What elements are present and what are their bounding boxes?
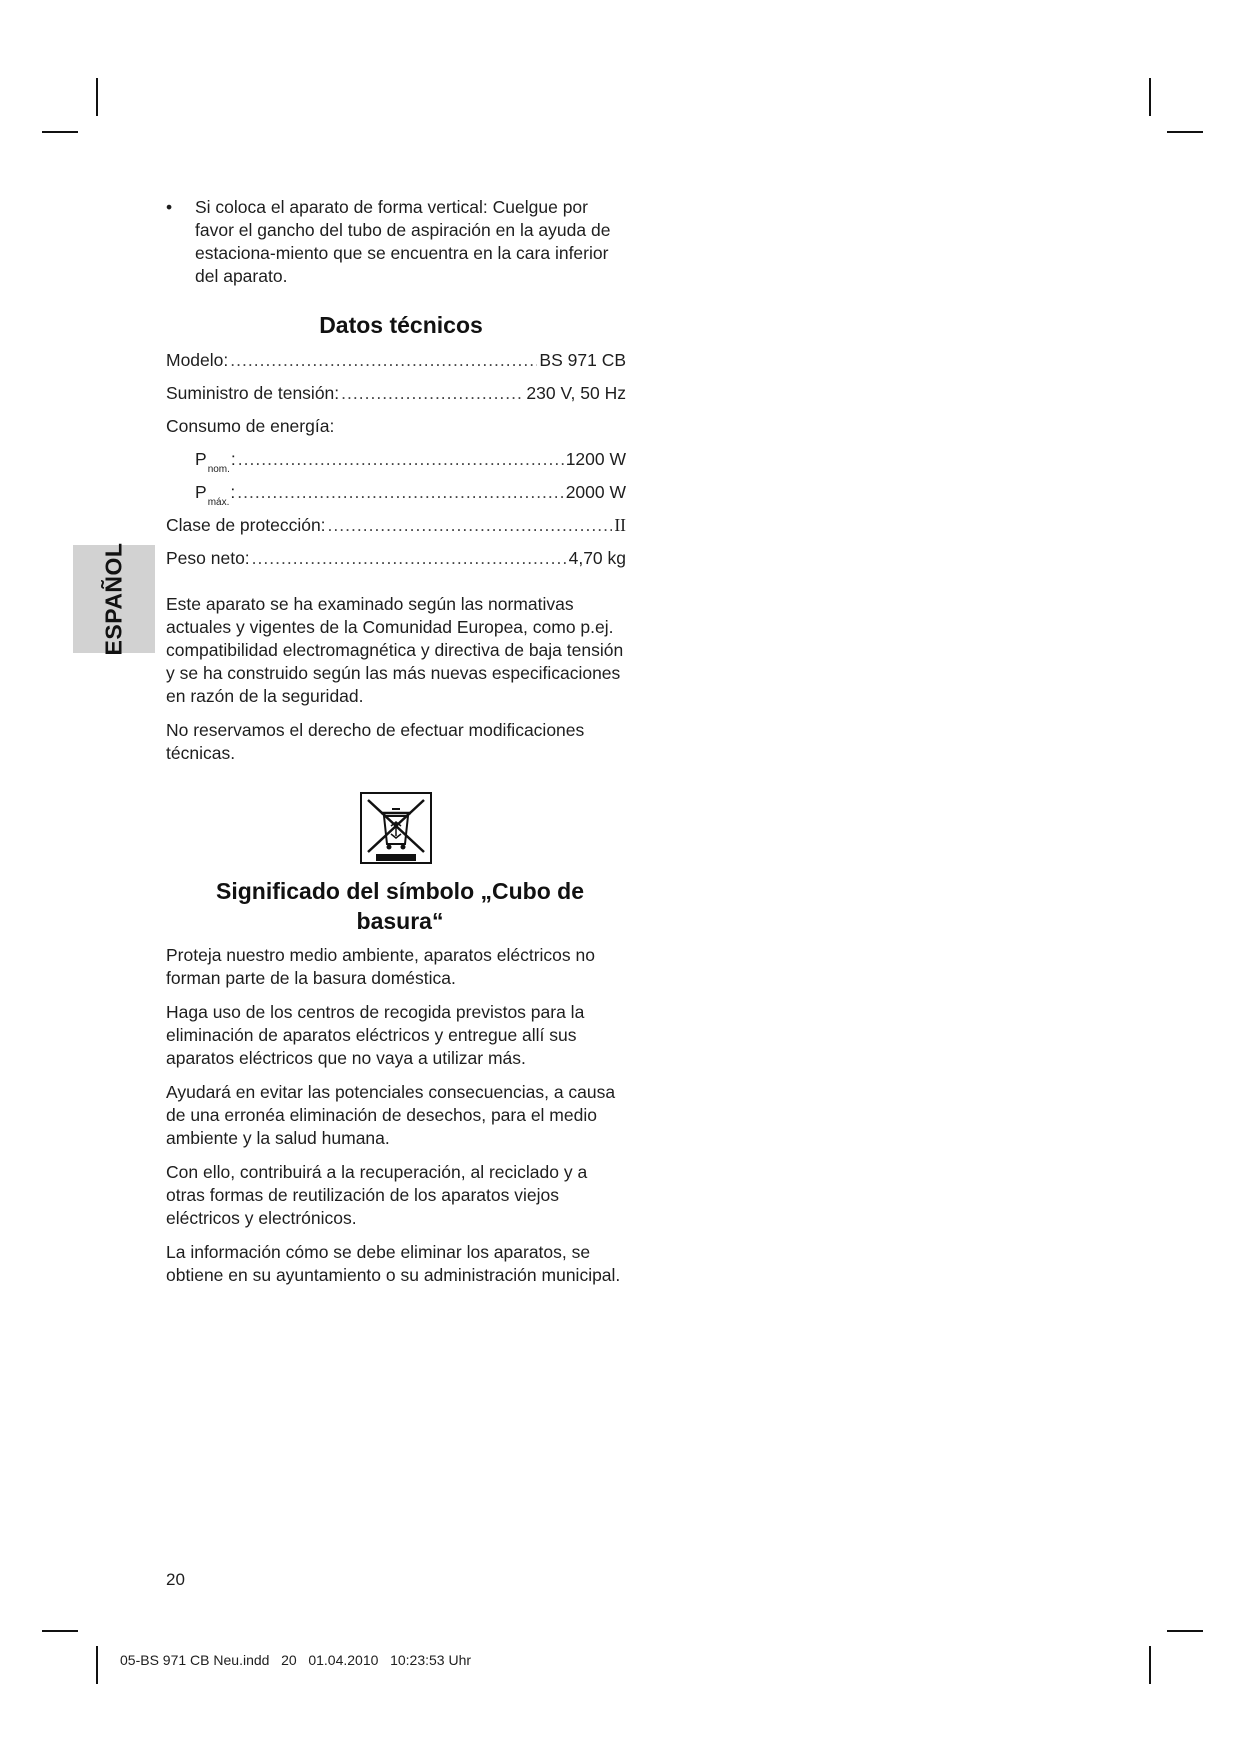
spec-p-nom [166, 443, 626, 476]
crossed-out-wheelie-bin-icon [360, 792, 432, 864]
crop-mark [1167, 1630, 1203, 1632]
dot-leader [328, 509, 613, 542]
spec-label: Consumo de energía: [166, 416, 335, 436]
spec-subscript: máx. [207, 497, 230, 508]
spec-value: 230 V, 50 Hz [526, 383, 626, 403]
intro-bullet-text: Si coloca el aparato de forma vertical: Cuelgue por favor el gancho del tubo de aspiración en la ayuda de estaciona-miento que se encuentra en la cara inferior del aparato. [195, 197, 611, 286]
spec-colon: : [230, 482, 236, 502]
language-tab [73, 542, 155, 656]
print-slug: 05-BS 971 CB Neu.indd 20 01.04.2010 10:23:53 Uhr [120, 1652, 472, 1668]
page-content [166, 196, 626, 1298]
crop-mark [42, 131, 78, 133]
dot-leader [252, 542, 567, 575]
dot-leader [230, 344, 537, 377]
compliance-paragraph: Este aparato se ha examinado según las normativas actuales y vigentes de la Comunidad Europea, como p.ej. compatibilidad electromagnética y directiva de baja tensión y se ha construido según las más nuevas especificaciones en razón de la seguridad. [166, 594, 624, 706]
language-tab-label: ESPAÑOL [100, 542, 127, 656]
waste-paragraph: Proteja nuestro medio ambiente, aparatos eléctricos no forman parte de la basura doméstica. [166, 945, 595, 988]
spec-weight [166, 542, 626, 575]
modification-notice: No reservamos el derecho de efectuar modificaciones técnicas. [166, 720, 585, 763]
waste-paragraph: Haga uso de los centros de recogida previstos para la eliminación de aparatos eléctricos y entregue allí sus aparatos eléctricos que no vaya a utilizar más. [166, 1002, 585, 1068]
intro-bullet [166, 196, 626, 288]
spec-label: Clase de protección: [166, 515, 326, 535]
crop-mark [42, 1630, 78, 1632]
spec-model [166, 344, 626, 377]
spec-colon: : [230, 449, 236, 469]
waste-symbol-heading: Significado del símbolo „Cubo de basura“ [215, 878, 584, 934]
crop-mark [1149, 1646, 1151, 1684]
dot-leader [237, 476, 563, 509]
spec-protection [166, 509, 626, 542]
dot-leader [341, 377, 524, 410]
bullet-dot: • [166, 197, 173, 217]
crop-mark [1149, 78, 1151, 116]
spec-symbol: P [195, 482, 207, 502]
spec-value: 1200 W [565, 449, 626, 469]
spec-subscript: nom. [207, 464, 230, 475]
spec-p-max [166, 476, 626, 509]
spec-symbol: P [195, 449, 207, 469]
waste-paragraph: Con ello, contribuirá a la recuperación, al reciclado y a otras formas de reutilización de los aparatos viejos eléctricos y electrónicos. [166, 1162, 588, 1228]
spec-label: Peso neto: [166, 548, 250, 568]
spec-value: 4,70 kg [568, 548, 626, 568]
spec-label: Suministro de tensión: [166, 383, 340, 403]
waste-paragraph: La información cómo se debe eliminar los aparatos, se obtiene en su ayuntamiento o su administración municipal. [166, 1242, 621, 1285]
spec-power-supply [166, 377, 626, 410]
spec-consumption [166, 410, 626, 443]
spec-label: Modelo: [166, 350, 229, 370]
tech-heading: Datos técnicos [319, 312, 483, 338]
crop-mark [1167, 131, 1203, 133]
waste-paragraph: Ayudará en evitar las potenciales consecuencias, a causa de una erronéa eliminación de desechos, para el medio ambiente y la salud humana. [166, 1082, 616, 1148]
dot-leader [238, 443, 564, 476]
spec-value: BS 971 CB [539, 350, 626, 370]
page-number: 20 [166, 1570, 185, 1589]
crop-mark [96, 1646, 98, 1684]
spec-value: II [614, 515, 626, 535]
spec-value: 2000 W [565, 482, 626, 502]
crop-mark [96, 78, 98, 116]
